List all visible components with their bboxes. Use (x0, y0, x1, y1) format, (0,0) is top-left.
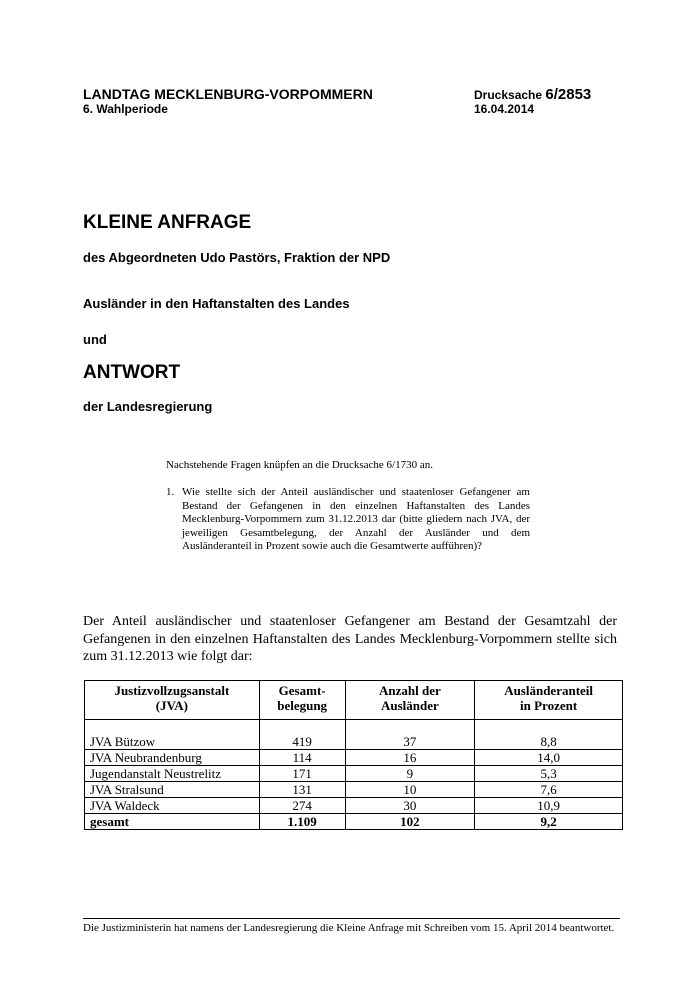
footnote-text: Die Justizministerin hat namens der Landesregierung die Kleine Anfrage mit Schreiben vom 15. April 2014 beantwortet. (83, 922, 615, 934)
cell-anteil: 7,6 (475, 782, 623, 798)
kleine-anfrage-heading: KLEINE ANFRAGE (83, 212, 252, 233)
question-block (166, 486, 530, 554)
cell-anteil: 8,8 (475, 734, 623, 750)
table-spacer-row (85, 720, 623, 735)
drucksache-label (474, 86, 591, 103)
cell-anteil: 10,9 (475, 798, 623, 814)
drucksache-number: 6/2853 (545, 86, 592, 103)
cell-auslaender: 16 (345, 750, 475, 766)
cell-total-anteil: 9,2 (475, 814, 623, 830)
table-row (85, 750, 623, 766)
table-row (85, 782, 623, 798)
question-text: Wie stellte sich der Anteil ausländischer und staatenloser Gefangener am Bestand der Gefangenen in den einzelnen Haftanstalten des Landes Mecklenburg-Vorpommern zum 31.12.2013 dar (bitte gliedern nach JVA, der jeweiligen Gesamtbelegung, der Anzahl der Ausländer und dem Ausländeranteil in Prozent sowie auch die Gesamtwerte aufführen)? (182, 486, 530, 553)
footnote-divider (83, 918, 620, 919)
cell-auslaender: 9 (345, 766, 475, 782)
cell-total-belegung: 1.109 (259, 814, 345, 830)
cell-belegung: 114 (259, 750, 345, 766)
cell-belegung: 171 (259, 766, 345, 782)
cell-jva: JVA Neubrandenburg (85, 750, 260, 766)
table-total-row (85, 814, 623, 830)
header-gesamtbelegung: Gesamt- belegung (259, 681, 345, 720)
cell-total-auslaender: 102 (345, 814, 475, 830)
parliament-name: LANDTAG MECKLENBURG-VORPOMMERN (83, 86, 373, 102)
cell-jva: JVA Bützow (85, 734, 260, 750)
cell-anteil: 14,0 (475, 750, 623, 766)
antwort-heading: ANTWORT (83, 362, 181, 383)
header-anzahl-auslaender: Anzahl der Ausländer (345, 681, 475, 720)
table-row (85, 734, 623, 750)
cell-jva: JVA Stralsund (85, 782, 260, 798)
header-jva: Justizvollzugsanstalt (JVA) (85, 681, 260, 720)
table-header-row (85, 681, 623, 720)
table-row (85, 766, 623, 782)
subject-line: Ausländer in den Haftanstalten des Landes (83, 296, 350, 311)
und-line: und (83, 332, 107, 347)
question-number: 1. (166, 486, 175, 498)
author-line: des Abgeordneten Udo Pastörs, Fraktion der NPD (83, 250, 391, 265)
respondent-line: der Landesregierung (83, 399, 213, 414)
drucksache-label-text: Drucksache (474, 88, 543, 102)
cell-auslaender: 30 (345, 798, 475, 814)
cell-belegung: 419 (259, 734, 345, 750)
cell-jva: JVA Waldeck (85, 798, 260, 814)
document-date: 16.04.2014 (474, 102, 535, 116)
cell-anteil: 5,3 (475, 766, 623, 782)
prison-table (84, 680, 623, 830)
cell-auslaender: 10 (345, 782, 475, 798)
answer-text: Der Anteil ausländischer und staatenloser Gefangener am Bestand der Gesamtzahl der Gefangenen in den einzelnen Haftanstalten des Landes Mecklenburg-Vorpommern stellte sich zum 31.12.2013 wie folgt dar: (83, 614, 617, 664)
table-row (85, 798, 623, 814)
cell-belegung: 131 (259, 782, 345, 798)
intro-text: Nachstehende Fragen knüpfen an die Drucksache 6/1730 an. (166, 459, 433, 471)
cell-belegung: 274 (259, 798, 345, 814)
election-period: 6. Wahlperiode (83, 102, 168, 116)
cell-total-label: gesamt (85, 814, 260, 830)
cell-jva: Jugendanstalt Neustrelitz (85, 766, 260, 782)
header-auslaenderanteil: Ausländeranteil in Prozent (475, 681, 623, 720)
cell-auslaender: 37 (345, 734, 475, 750)
